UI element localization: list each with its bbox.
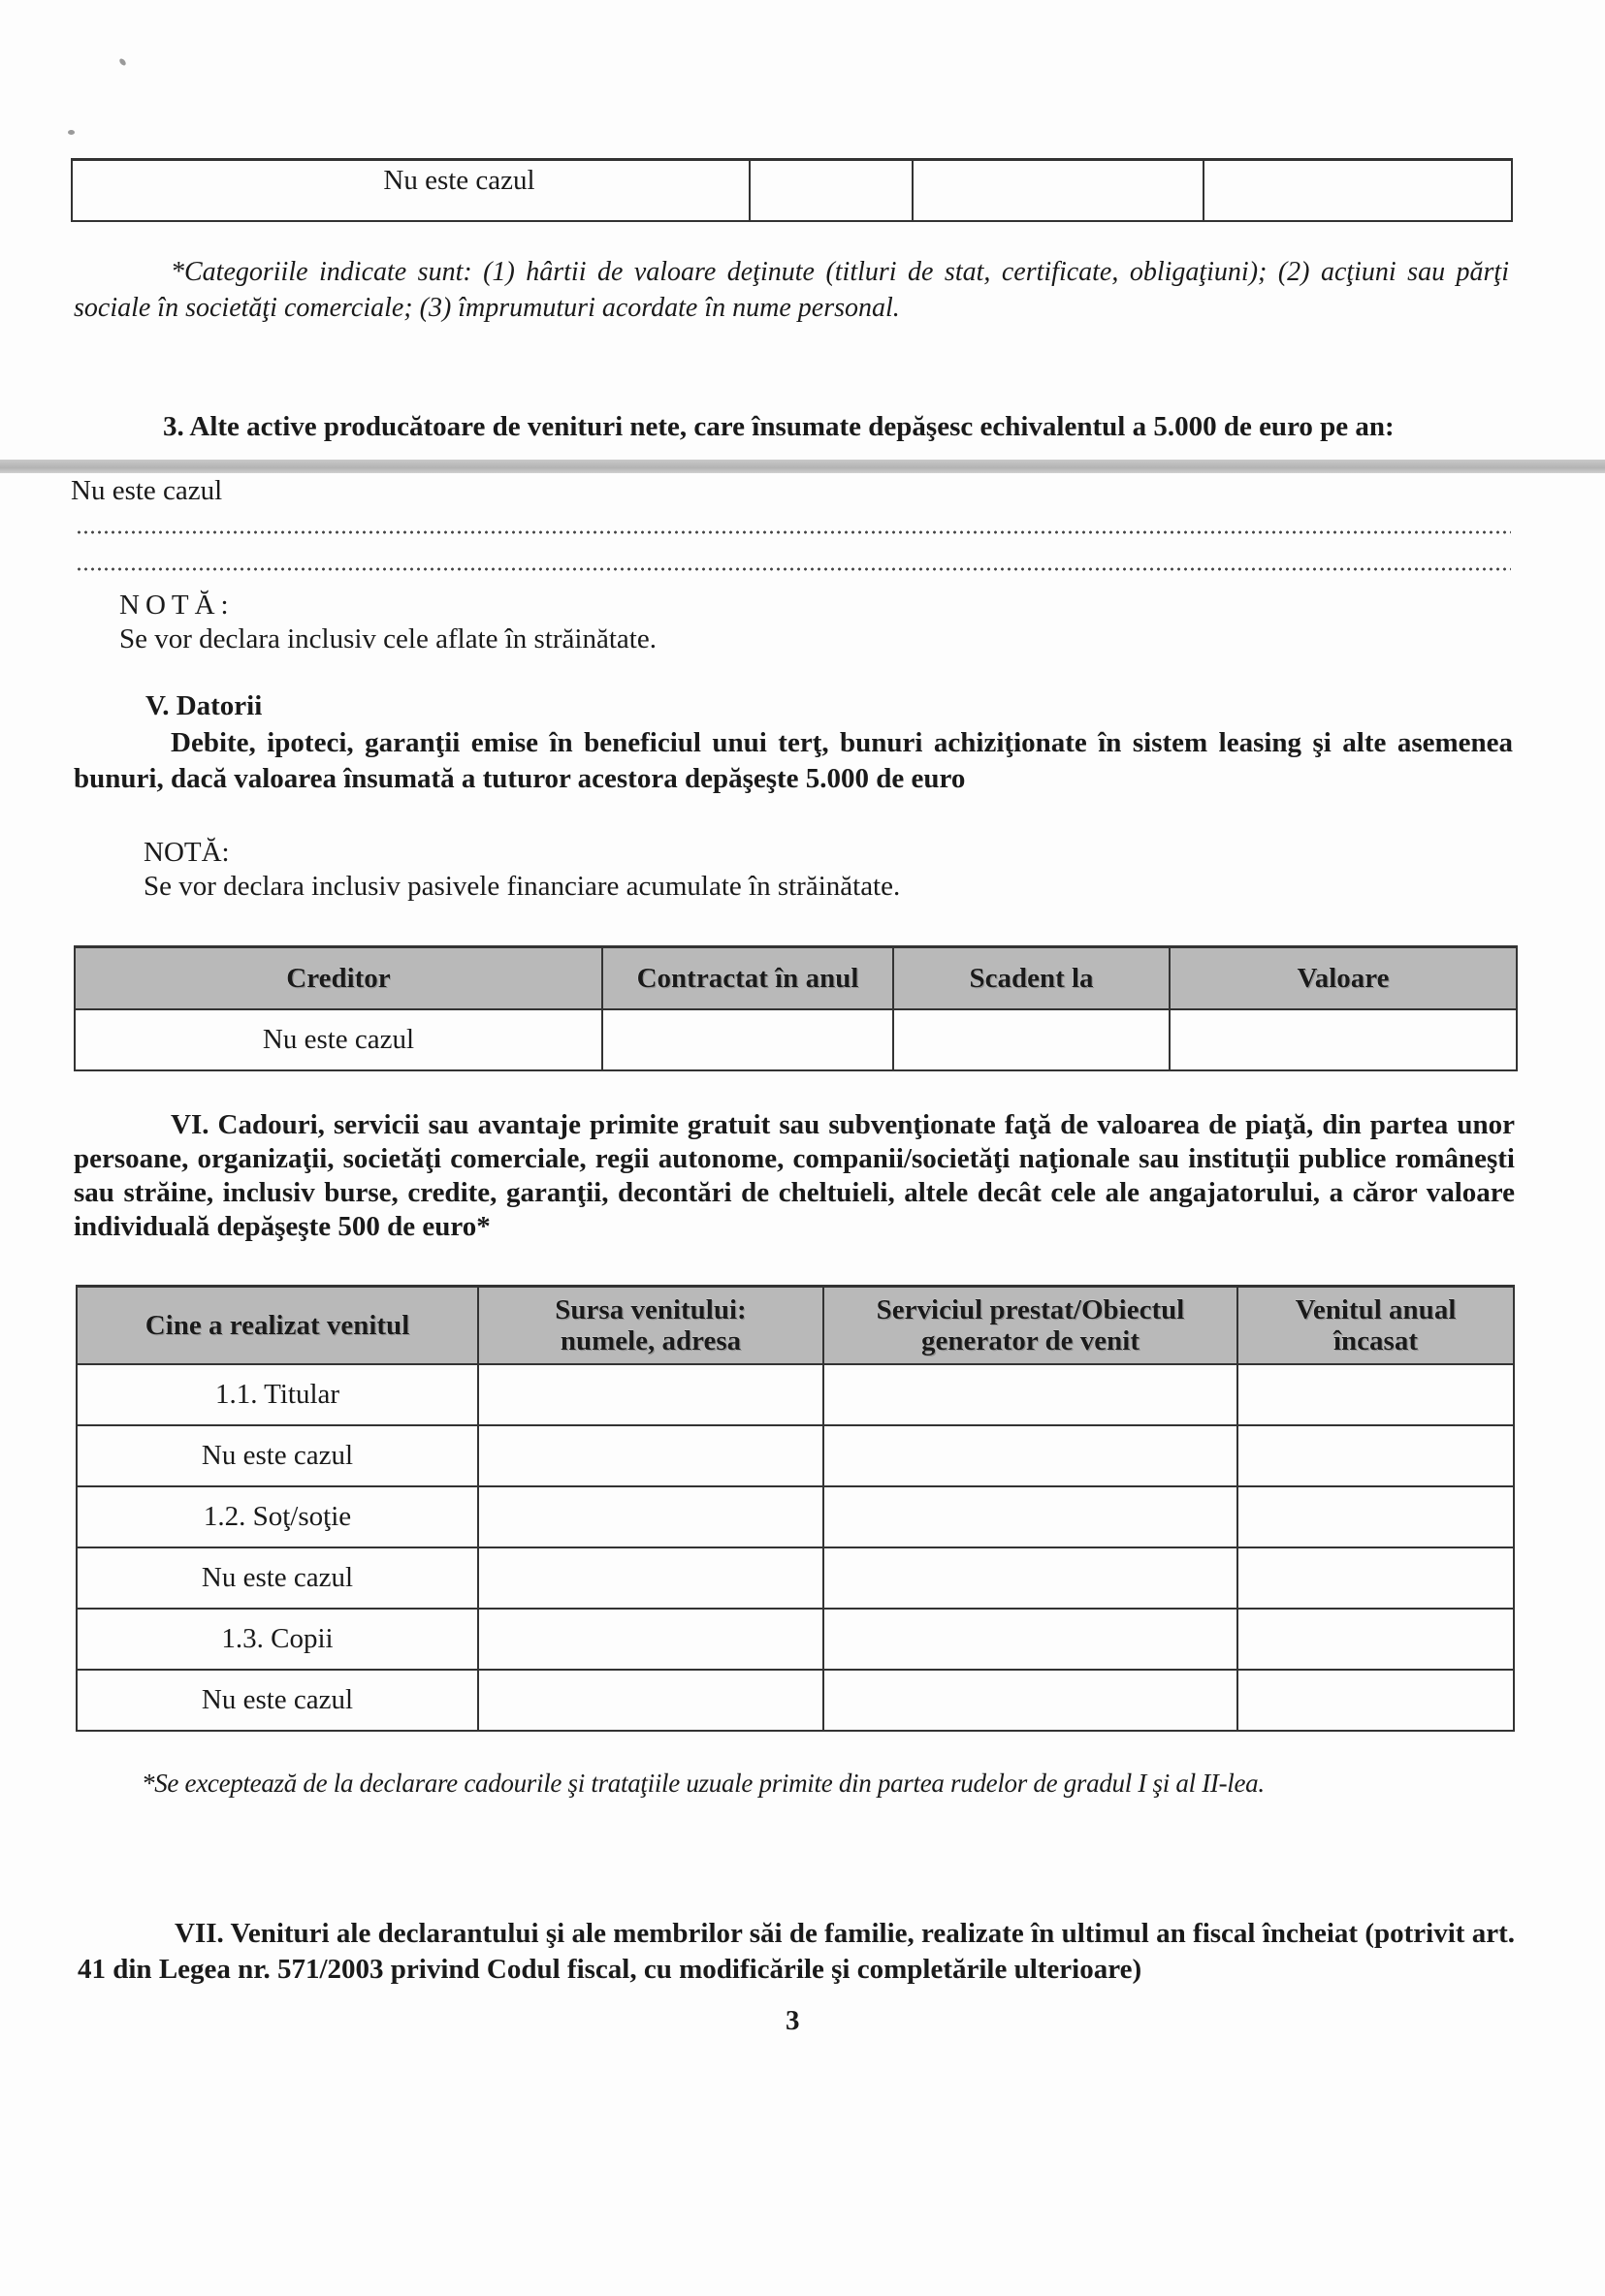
table-cell: Nu este cazul	[75, 1009, 602, 1070]
table-cell	[1170, 1009, 1517, 1070]
table-cell	[1237, 1364, 1514, 1425]
securities-table-continuation	[71, 158, 1513, 222]
table-cell	[823, 1364, 1237, 1425]
section-v-note-text: Se vor declara inclusiv pasivele financiare acumulate în străinătate.	[144, 871, 901, 902]
table-cell: 1.3. Copii	[77, 1609, 478, 1670]
dotted-line	[76, 530, 1511, 534]
table-cell: 1.1. Titular	[77, 1364, 478, 1425]
table-cell	[1237, 1670, 1514, 1731]
table-cell	[1237, 1486, 1514, 1547]
debts-table	[74, 945, 1518, 1071]
table-row	[77, 1547, 1514, 1609]
gifts-footnote: *Se exceptează de la declarare cadourile şi trataţiile uzuale primite din partea rudelor de gradul I şi al II-lea.	[142, 1769, 1265, 1798]
table-cell	[893, 1009, 1170, 1070]
section-v-description: Debite, ipoteci, garanţii emise în beneficiul unui terţ, bunuri achiziţionate în sistem leasing şi alte asemenea bunuri, dacă valoarea însumată a tuturor acestora depăşeşte 5.000 de euro	[74, 727, 1513, 794]
column-header-creditor: Creditor	[75, 947, 602, 1009]
dotted-line	[76, 567, 1511, 571]
categories-footnote: *Categoriile indicate sunt: (1) hârtii de valoare deţinute (titluri de stat, certificate, obligaţiuni); (2) acţiuni sau părţi sociale în societăţi comerciale; (3) împrumuturi acordate în nume personal.	[74, 257, 1509, 323]
table-cell	[1204, 160, 1512, 222]
table-cell	[823, 1609, 1237, 1670]
table-cell	[1237, 1425, 1514, 1486]
table-cell	[913, 160, 1204, 222]
table-cell	[823, 1425, 1237, 1486]
table-cell	[478, 1670, 823, 1731]
table-cell	[823, 1547, 1237, 1609]
table-cell	[478, 1547, 823, 1609]
table-cell: 1.2. Soţ/soţie	[77, 1486, 478, 1547]
table-row	[75, 1009, 1517, 1070]
column-header-service-object: Serviciul prestat/Obiectul generator de venit	[823, 1287, 1237, 1364]
scan-band	[0, 460, 1605, 473]
section-vi-title: VI. Cadouri, servicii sau avantaje primite gratuit sau subvenţionate faţă de valoarea de piaţă, din partea unor persoane, organizaţii, societăţi comerciale, regii autonome, companii/societăţi naţionale sau instituţii publice româneşti sau străine, inclusiv burse, credite, garanţii, decontări de cheltuieli, altele decât cele ale angajatorului, a căror valoare individuală depăşeşte 500 de euro*	[74, 1109, 1515, 1242]
column-header-who-earned: Cine a realizat venitul	[77, 1287, 478, 1364]
column-header-contracted-year: Contractat în anul	[602, 947, 893, 1009]
column-header-income-source: Sursa venitului: numele, adresa	[478, 1287, 823, 1364]
table-row	[77, 1425, 1514, 1486]
table-row	[77, 1670, 1514, 1731]
table-cell	[823, 1486, 1237, 1547]
table-cell	[823, 1670, 1237, 1731]
section-v-note-label: NOTĂ:	[144, 837, 230, 868]
table-cell: Nu este cazul	[77, 1547, 478, 1609]
scan-speck	[118, 57, 127, 66]
table-cell	[478, 1425, 823, 1486]
section-3-heading: 3. Alte active producătoare de venituri nete, care însumate depăşesc echivalentul a 5.000 de euro pe an:	[163, 411, 1395, 442]
table-cell	[750, 160, 913, 222]
page-number: 3	[786, 2005, 800, 2036]
table-cell	[478, 1609, 823, 1670]
table-header-row	[77, 1287, 1514, 1364]
table-cell	[1237, 1609, 1514, 1670]
table-cell	[1237, 1547, 1514, 1609]
column-header-due-date: Scadent la	[893, 947, 1170, 1009]
section-v-title: V. Datorii	[145, 690, 263, 721]
scan-speck	[68, 130, 75, 135]
column-header-annual-income: Venitul anual încasat	[1237, 1287, 1514, 1364]
table-row	[77, 1486, 1514, 1547]
column-header-value: Valoare	[1170, 947, 1517, 1009]
table-cell	[478, 1364, 823, 1425]
section-3-note-text: Se vor declara inclusiv cele aflate în străinătate.	[119, 623, 657, 654]
section-3-value: Nu este cazul	[71, 475, 223, 506]
table-cell	[478, 1486, 823, 1547]
section-vii-title: VII. Venituri ale declarantului şi ale membrilor săi de familie, realizate în ultimul an fiscal încheiat (potrivit art. 41 din Legea nr. 571/2003 privind Codul fiscal, cu modificările şi completările ulterioare)	[78, 1918, 1515, 1985]
table-cell: Nu este cazul	[77, 1425, 478, 1486]
table-cell: Nu este cazul	[72, 160, 750, 222]
table-header-row	[75, 947, 1517, 1009]
table-row	[77, 1364, 1514, 1425]
section-3-note-label: NOTĂ:	[119, 590, 235, 621]
table-cell: Nu este cazul	[77, 1670, 478, 1731]
table-cell	[602, 1009, 893, 1070]
table-row	[77, 1609, 1514, 1670]
table-row	[72, 160, 1512, 222]
gifts-table	[76, 1285, 1515, 1732]
